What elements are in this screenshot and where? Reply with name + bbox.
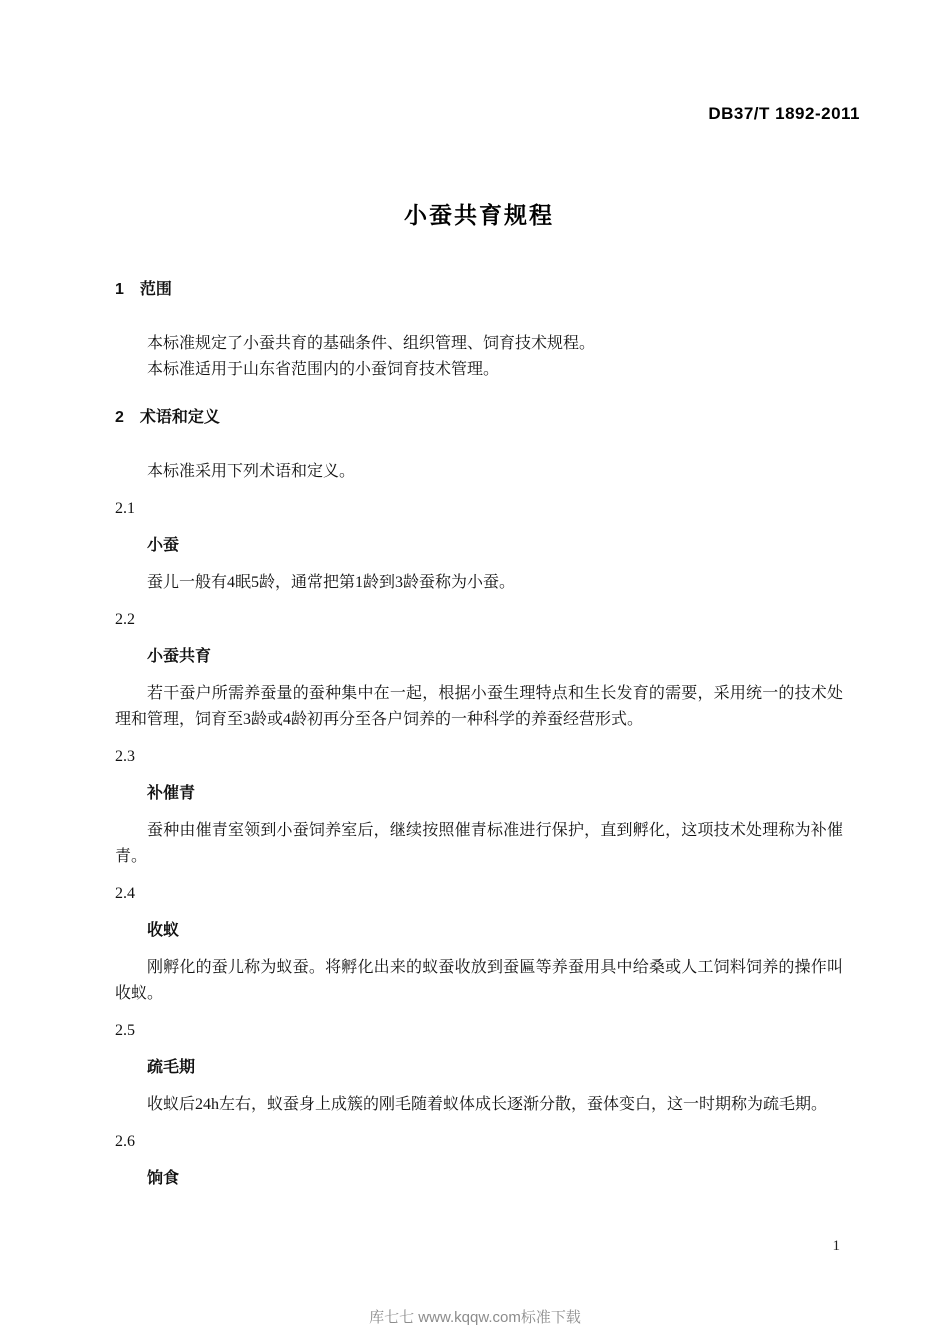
paragraph: 蚕儿一般有4眠5龄，通常把第1龄到3龄蚕称为小蚕。 — [147, 574, 516, 591]
term-number: 2.6 — [115, 1133, 135, 1150]
section-heading: 2 术语和定义 — [115, 409, 220, 426]
term-title: 收蚁 — [147, 922, 180, 939]
document-body — [115, 277, 843, 1192]
term-title: 疏毛期 — [147, 1059, 196, 1076]
page-title: 小蚕共育规程 — [404, 202, 554, 228]
paragraph: 收蚁后24h左右，蚁蚕身上成簇的刚毛随着蚁体成长逐渐分散，蚕体变白，这一时期称为疏毛期。 — [147, 1096, 828, 1113]
paragraph: 刚孵化的蚕儿称为蚁蚕。将孵化出来的蚁蚕收放到蚕匾等养蚕用具中给桑或人工饲料饲养的操作叫收蚁。 — [115, 959, 843, 1002]
term-title: 饷食 — [147, 1170, 180, 1187]
paragraph: 本标准规定了小蚕共育的基础条件、组织管理、饲育技术规程。 — [147, 335, 596, 352]
term-number: 2.2 — [115, 611, 135, 628]
paragraph: 蚕种由催青室领到小蚕饲养室后，继续按照催青标准进行保护，直到孵化，这项技术处理称为补催青。 — [115, 822, 843, 865]
term-number: 2.5 — [115, 1022, 135, 1039]
paragraph: 本标准适用于山东省范围内的小蚕饲育技术管理。 — [147, 361, 500, 378]
term-number: 2.4 — [115, 885, 135, 902]
term-title: 小蚕 — [147, 537, 180, 554]
watermark-footer: 库七七 www.kqqw.com标准下载 — [369, 1309, 581, 1326]
paragraph: 本标准采用下列术语和定义。 — [147, 463, 356, 480]
term-title: 小蚕共育 — [147, 648, 212, 665]
paragraph: 若干蚕户所需养蚕量的蚕种集中在一起，根据小蚕生理特点和生长发育的需要，采用统一的技术处理和管理，饲育至3龄或4龄初再分至各户饲养的一种科学的养蚕经营形式。 — [115, 685, 843, 728]
page-number: 1 — [832, 1238, 840, 1254]
term-title: 补催青 — [147, 785, 196, 802]
term-number: 2.1 — [115, 500, 135, 517]
doc-number: DB37/T 1892-2011 — [708, 104, 860, 123]
section-heading: 1 范围 — [115, 281, 172, 298]
term-number: 2.3 — [115, 748, 135, 765]
